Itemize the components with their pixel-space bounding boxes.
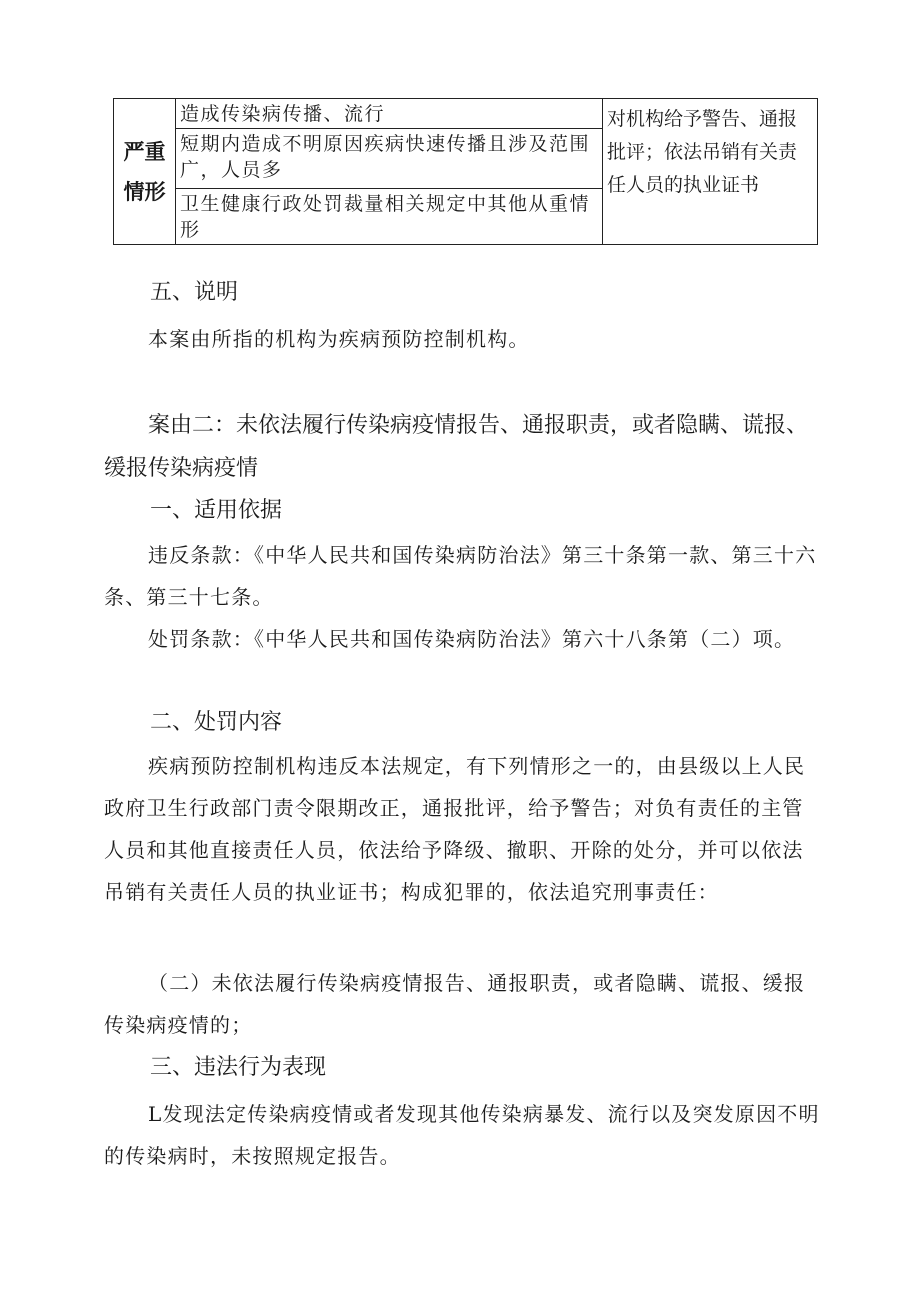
- violation-clause-paragraph: 违反条款：《中华人民共和国传染病防治法》第三十条第一款、第三十六条、第三十七条。: [104, 543, 817, 609]
- condition-text: 造成传染病传播、流行: [180, 103, 386, 125]
- behavior-item-paragraph: L发现法定传染病疫情或者发现其他传染病暴发、流行以及突发原因不明的传染病时，未按照规定报告。: [104, 1102, 820, 1168]
- section-heading-explanation: 五、说明: [150, 280, 239, 305]
- condition-cell: [176, 129, 603, 189]
- section-heading-behavior: 三、违法行为表现: [150, 1055, 327, 1080]
- condition-text: 卫生健康行政处罚裁量相关规定中其他从重情形: [180, 193, 591, 241]
- case-title: 案由二：未依法履行传染病疫情报告、通报职责，或者隐瞒、谎报、缓报传染病疫情: [104, 413, 809, 481]
- section-heading-basis: 一、适用依据: [150, 498, 283, 523]
- section-heading-penalty-content: 二、处罚内容: [150, 710, 283, 735]
- penalty-action-text: 对机构给予警告、通报批评；依法吊销有关责任人员的执业证书: [607, 108, 798, 196]
- severity-level-line1: 严重: [123, 139, 166, 164]
- severity-level-cell: [114, 99, 176, 245]
- penalty-table: [113, 98, 818, 245]
- penalty-action-cell: [603, 99, 818, 245]
- penalty-clause-paragraph: 处罚条款：《中华人民共和国传染病防治法》第六十八条第（二）项。: [148, 627, 796, 651]
- penalty-content-item: （二）未依法履行传染病疫情报告、通报职责，或者隐瞒、谎报、缓报传染病疫情的；: [104, 971, 806, 1037]
- penalty-content-paragraph: 疾病预防控制机构违反本法规定，有下列情形之一的，由县级以上人民政府卫生行政部门责令限期改正，通报批评，给予警告；对负有责任的主管人员和其他直接责任人员，依法给予降级、撤职、开除的处分，并可以依法吊销有关责任人员的执业证书；构成犯罪的，依法追究刑事责任：: [104, 754, 806, 904]
- severity-level-line2: 情形: [123, 179, 166, 204]
- table-row: [114, 99, 818, 129]
- condition-cell: [176, 99, 603, 129]
- explanation-paragraph: 本案由所指的机构为疾病预防控制机构。: [148, 327, 530, 351]
- condition-cell: [176, 189, 603, 245]
- condition-text: 短期内造成不明原因疾病快速传播且涉及范围广，人员多: [180, 133, 591, 181]
